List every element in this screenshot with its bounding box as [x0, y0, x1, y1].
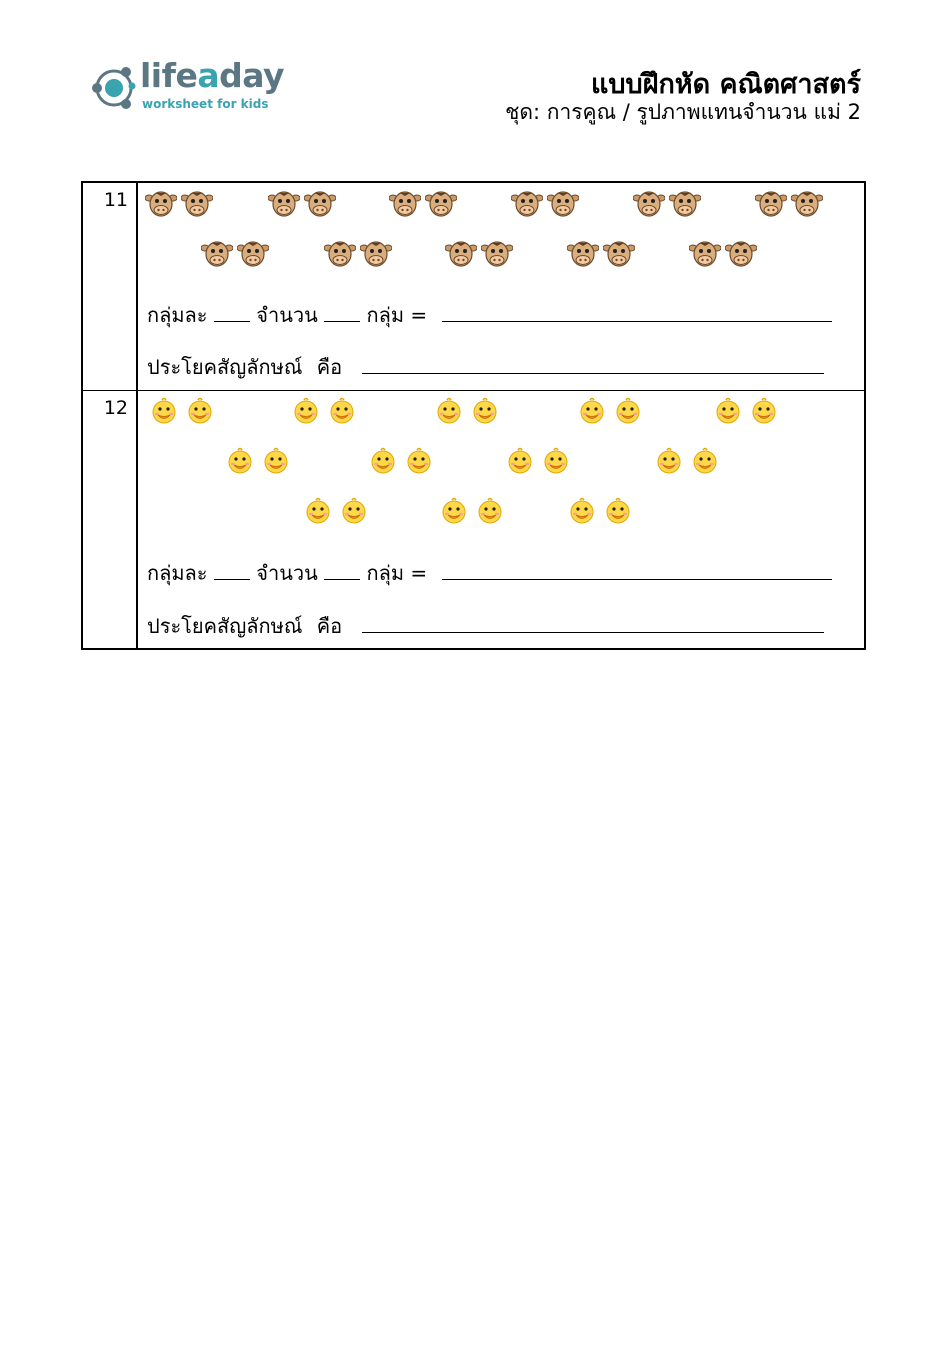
- brand-name: lifeaday: [140, 56, 285, 95]
- lifeaday-logo: [90, 56, 285, 116]
- chick-face-icon: [292, 397, 320, 429]
- cow-face-icon: [201, 239, 233, 271]
- cow-face-icon: [445, 239, 477, 271]
- chick-face-icon: [328, 397, 356, 429]
- question-number: 11: [103, 189, 128, 211]
- cow-face-icon: [145, 189, 177, 221]
- question-number: 12: [103, 397, 128, 419]
- groups-count-blank[interactable]: [324, 562, 360, 580]
- chick-face-icon: [304, 497, 332, 529]
- cow-face-icon: [324, 239, 356, 271]
- sentence-blank[interactable]: [362, 615, 824, 633]
- chick-face-icon: [471, 397, 499, 429]
- sentence-label: ประโยคสัญลักษณ์: [147, 614, 303, 638]
- chick-face-icon: [476, 497, 504, 529]
- per-group-blank[interactable]: [214, 562, 250, 580]
- count-label: จำนวน: [256, 303, 318, 327]
- is-label: คือ: [316, 614, 343, 638]
- multiplication-line: [147, 557, 832, 589]
- multiplication-line: [147, 299, 832, 331]
- chick-face-icon: [655, 447, 683, 479]
- cow-face-icon: [755, 189, 787, 221]
- chick-face-icon: [506, 447, 534, 479]
- per-group-label: กลุ่มละ: [147, 303, 208, 327]
- chick-face-icon: [714, 397, 742, 429]
- chick-face-icon: [750, 397, 778, 429]
- brand-tagline: worksheet for kids: [142, 97, 269, 111]
- cow-face-icon: [389, 189, 421, 221]
- groups-count-blank[interactable]: [324, 304, 360, 322]
- chick-face-icon: [186, 397, 214, 429]
- cow-face-icon: [511, 189, 543, 221]
- cow-face-icon: [360, 239, 392, 271]
- cow-face-icon: [268, 189, 300, 221]
- question-row-11: [83, 183, 864, 390]
- chick-face-icon: [369, 447, 397, 479]
- count-label: จำนวน: [256, 561, 318, 585]
- molecule-logo-icon: [90, 62, 138, 114]
- chick-face-icon: [405, 447, 433, 479]
- chick-face-icon: [691, 447, 719, 479]
- cow-face-icon: [304, 189, 336, 221]
- sentence-blank[interactable]: [362, 356, 824, 374]
- answer-blank[interactable]: [442, 304, 832, 322]
- number-sentence-line: [147, 351, 824, 383]
- per-group-blank[interactable]: [214, 304, 250, 322]
- chick-face-icon: [604, 497, 632, 529]
- worksheet-title: แบบฝึกหัด คณิตศาสตร์: [590, 69, 861, 100]
- chick-face-icon: [542, 447, 570, 479]
- question-row-12: [83, 390, 864, 648]
- number-sentence-line: [147, 610, 824, 642]
- is-label: คือ: [316, 355, 343, 379]
- groups-equals-label: กลุ่ม =: [366, 303, 428, 327]
- answer-blank[interactable]: [442, 562, 832, 580]
- cow-face-icon: [547, 189, 579, 221]
- groups-equals-label: กลุ่ม =: [366, 561, 428, 585]
- cow-face-icon: [633, 189, 665, 221]
- chick-face-icon: [568, 497, 596, 529]
- cow-face-icon: [669, 189, 701, 221]
- exercise-table: [81, 181, 866, 650]
- chick-face-icon: [440, 497, 468, 529]
- chick-face-icon: [614, 397, 642, 429]
- cow-face-icon: [689, 239, 721, 271]
- cow-face-icon: [791, 189, 823, 221]
- cow-face-icon: [181, 189, 213, 221]
- sentence-label: ประโยคสัญลักษณ์: [147, 355, 303, 379]
- chick-face-icon: [435, 397, 463, 429]
- chick-face-icon: [340, 497, 368, 529]
- chick-face-icon: [262, 447, 290, 479]
- cow-face-icon: [237, 239, 269, 271]
- worksheet-subtitle: ชุด: การคูณ / รูปภาพแทนจำนวน แม่ 2: [505, 100, 861, 124]
- cow-face-icon: [567, 239, 599, 271]
- cow-face-icon: [425, 189, 457, 221]
- chick-face-icon: [578, 397, 606, 429]
- chick-face-icon: [226, 447, 254, 479]
- cow-face-icon: [481, 239, 513, 271]
- chick-face-icon: [150, 397, 178, 429]
- cow-face-icon: [725, 239, 757, 271]
- per-group-label: กลุ่มละ: [147, 561, 208, 585]
- cow-face-icon: [603, 239, 635, 271]
